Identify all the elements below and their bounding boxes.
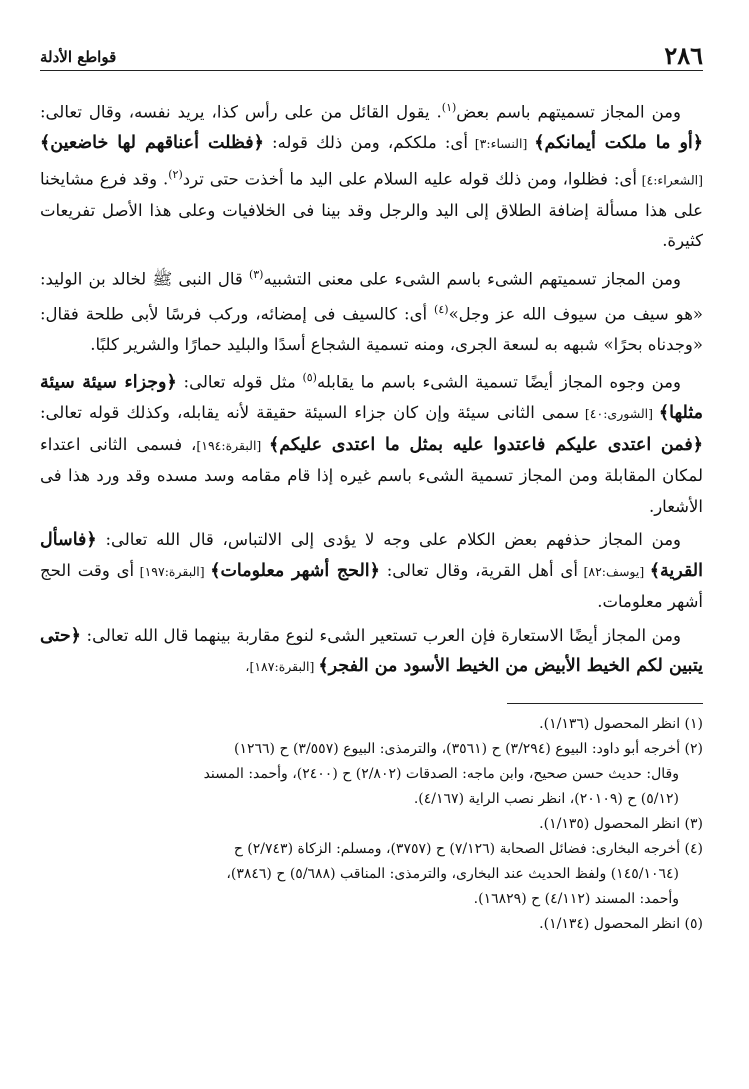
text-run: أى أهل القرية، وقال تعالى:: [379, 560, 578, 580]
footnotes: [40, 712, 703, 937]
footnote-line: (٤) أخرجه البخارى: فضائل الصحابة (٧/١٢٦) ح (٣٧٥٧)، ومسلم: الزكاة (٢/٧٤٣) ح: [233, 840, 703, 857]
text-run: ومن المجاز أيضًا الاستعارة فإن العرب تستعير الشىء لنوع مقاربة بينهما قال الله تعالى:: [80, 625, 681, 645]
footnote-marker: (١): [441, 101, 457, 114]
text-run: . يقول القائل من على رأس كذا، يريد نفسه، وقال تعالى:: [40, 102, 442, 122]
text-run: أى: فظلوا، ومن ذلك قوله عليه السلام على اليد ما أخذت حتى ترد: [182, 169, 637, 188]
paragraph: [40, 93, 703, 257]
verse-reference: [البقرة:١٩٧]: [134, 563, 211, 579]
text-run: أى وقت الحج أشهر معلومات.: [40, 560, 703, 611]
text-run: سمى الثانى سيئة وإن كان جزاء السيئة حقيقة لأنه يقابله، وكذلك قوله تعالى:: [40, 403, 580, 422]
quran-verse: ﴿فاسأل القرية﴾: [40, 530, 704, 581]
quran-verse: ﴿وجزاء سيئة سيئة مثلها﴾: [40, 372, 703, 423]
text-run: ومن المجاز تسميتهم باسم بعض: [456, 102, 681, 122]
text-run: ومن المجاز تسميتهم الشىء باسم الشىء على معنى التشبيه: [263, 269, 681, 288]
text-run: ، فسمى الثانى اعتداء لمكان المقابلة ومن المجاز تسمية الشىء باسم غيره إذا قام مقامه وسد مسده وقد ورد هذا فى الأشعار.: [40, 434, 703, 516]
footnote-line: وقال: حديث حسن صحيح، وابن ماجه: الصدقات (٢/٨٠٢) ح (٢٤٠٠)، وأحمد: المسند: [203, 765, 679, 782]
quran-verse: ﴿أو ما ملكت أيمانكم﴾: [534, 133, 704, 153]
footnote-marker: (٣): [248, 267, 264, 281]
paragraph: [40, 260, 703, 361]
verse-reference: [يوسف:٨٢]: [577, 563, 650, 579]
verse-reference: [الشورى:٤٠]: [579, 406, 659, 421]
footnote-marker: (٢): [168, 167, 183, 181]
page-header: [40, 38, 703, 71]
footnote-line: (٢) أخرجه أبو داود: البيوع (٣/٢٩٤) ح (٣٥٦١)، والترمذى: البيوع (٣/٥٥٧) ح (١٢٦٦): [234, 740, 703, 757]
verse-reference: [البقرة:١٨٧]،: [245, 659, 319, 674]
text-run: أى: ملككم، ومن ذلك قوله:: [263, 133, 468, 152]
footnote: [40, 837, 703, 912]
paragraph: [40, 621, 703, 683]
footnote-separator: [507, 703, 703, 704]
footnote-line: (٣) انظر المحصول (١/١٣٥).: [539, 815, 703, 832]
verse-reference: [البقرة:١٩٤]: [196, 437, 269, 453]
footnote-marker: (٤): [434, 302, 449, 316]
text-run: أى: كالسيف فى إمضائه، وركب فرسًا لأبى طلحة فقال: «وجدناه بحرًا» شبهه به لسعة الجرى، ومنه تسمية الشجاع أسدًا والبليد حمارًا والشرير كلبًا.: [40, 304, 703, 354]
quran-verse: ﴿حتى يتبين لكم الخيط الأبيض من الخيط الأسود من الفجر﴾: [40, 625, 703, 676]
footnote: [40, 712, 703, 737]
running-title: قواطع الأدلة: [40, 48, 117, 66]
verse-reference: [الشعراء:٤]: [636, 172, 703, 187]
text-run: . وقد فرع مشايخنا على هذا مسألة إضافة الطلاق إلى اليد والرجل وقد بينا فى الخلافيات وعلى هذا الأصل تفريعات كثيرة.: [40, 169, 703, 250]
text-run: ومن وجوه المجاز أيضًا تسمية الشىء باسم ما يقابله: [316, 372, 681, 392]
footnote-line: وأحمد: المسند (٤/١١٢) ح (١٦٨٢٩).: [473, 890, 679, 907]
quran-verse: ﴿فمن اعتدى عليكم فاعتدوا عليه بمثل ما اعتدى عليكم﴾: [268, 434, 703, 455]
body-text: [40, 93, 703, 683]
footnote: [40, 812, 703, 837]
footnote-marker: (٥): [302, 371, 317, 384]
text-run: ومن المجاز حذفهم بعض الكلام على وجه لا يؤدى إلى الالتباس، قال الله تعالى:: [96, 530, 681, 549]
page-number: ٢٨٦: [664, 41, 703, 70]
paragraph: [40, 525, 703, 618]
verse-reference: [النساء:٣]: [467, 136, 535, 151]
text-run: مثل قوله تعالى:: [176, 372, 303, 392]
footnote-line: (٥) انظر المحصول (١/١٣٤).: [539, 915, 703, 932]
footnote: [40, 737, 703, 812]
text-run: قال النبى ﷺ لخالد بن الوليد: «هو سيف من سيوف الله عز وجل»: [40, 269, 703, 323]
quran-verse: ﴿الحج أشهر معلومات﴾: [210, 560, 380, 581]
footnote-line: (٥/١٢) ح (٢٠١٠٩)، انظر نصب الراية (٤/١٦٧).: [413, 790, 679, 807]
quran-verse: ﴿فظلت أعناقهم لها خاضعين﴾: [40, 133, 264, 153]
paragraph: [40, 363, 703, 522]
footnote-line: (١٤٥/١٠٦٤) ولفظ الحديث عند البخارى، والترمذى: المناقب (٥/٦٨٨) ح (٣٨٤٦)،: [226, 865, 679, 882]
footnote-line: (١) انظر المحصول (١/١٣٦).: [539, 715, 703, 732]
footnote: [40, 912, 703, 937]
